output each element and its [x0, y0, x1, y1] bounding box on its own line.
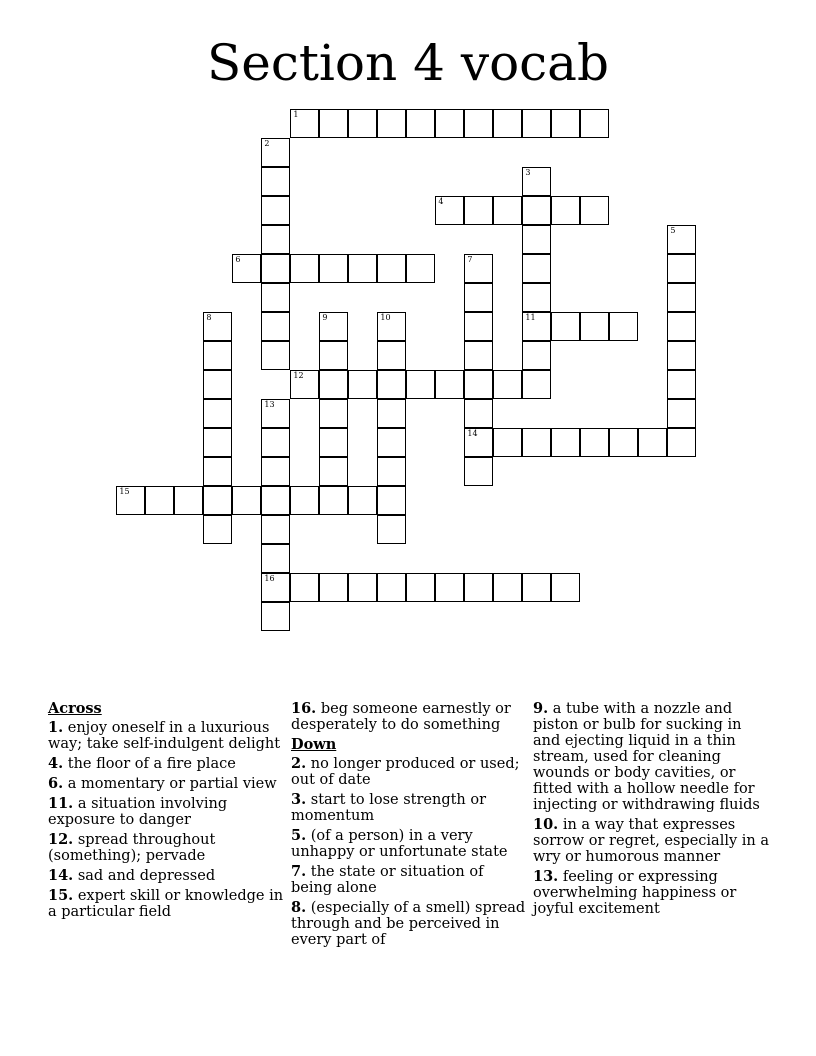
clue-down-13: [533, 869, 769, 917]
grid-cell[interactable]: [261, 341, 290, 370]
clue-number-label: 11: [525, 313, 536, 323]
clue-number: 16.: [291, 700, 317, 717]
clue-number-label: 14: [467, 429, 478, 439]
clue-across-4: [48, 756, 284, 772]
clue-text: expert skill or knowledge in a particular field: [48, 888, 284, 920]
grid-cell[interactable]: [203, 370, 232, 399]
grid-cell[interactable]: [261, 167, 290, 196]
clue-number: 2.: [291, 755, 307, 772]
clue-number: 14.: [48, 867, 74, 884]
clue-number: 10.: [533, 816, 559, 833]
grid-cell[interactable]: [493, 428, 522, 457]
grid-cell[interactable]: [203, 486, 232, 515]
grid-cell[interactable]: [348, 486, 377, 515]
grid-cell[interactable]: [261, 399, 290, 428]
grid-cell[interactable]: [493, 370, 522, 399]
grid-cell[interactable]: [377, 312, 406, 341]
grid-cell[interactable]: [580, 428, 609, 457]
grid-cell[interactable]: [464, 312, 493, 341]
clue-down-8: [291, 900, 527, 948]
grid-cell[interactable]: [261, 457, 290, 486]
clue-number-label: 7: [467, 255, 473, 265]
grid-cell[interactable]: [406, 109, 435, 138]
grid-cell[interactable]: [290, 254, 319, 283]
grid-cell[interactable]: [319, 312, 348, 341]
grid-cell[interactable]: [319, 399, 348, 428]
clue-number-label: 1: [293, 110, 299, 120]
clue-number-label: 3: [525, 168, 531, 178]
grid-cell[interactable]: [551, 312, 580, 341]
grid-cell[interactable]: [348, 573, 377, 602]
clue-down-7: [291, 864, 527, 896]
clue-across-12: [48, 832, 284, 864]
clue-text: feeling or expressing overwhelming happiness or joyful excitement: [533, 869, 737, 917]
clue-number: 9.: [533, 700, 549, 717]
grid-cell[interactable]: [522, 573, 551, 602]
grid-cell[interactable]: [261, 486, 290, 515]
grid-cell[interactable]: [377, 573, 406, 602]
grid-cell[interactable]: [377, 254, 406, 283]
grid-cell[interactable]: [667, 312, 696, 341]
grid-cell[interactable]: [464, 370, 493, 399]
clue-across-16: [291, 701, 527, 733]
grid-cell[interactable]: [290, 109, 319, 138]
grid-cell[interactable]: [667, 428, 696, 457]
grid-cell[interactable]: [522, 196, 551, 225]
grid-cell[interactable]: [377, 370, 406, 399]
grid-cell[interactable]: [551, 428, 580, 457]
grid-cell[interactable]: [580, 312, 609, 341]
grid-cell[interactable]: [435, 370, 464, 399]
grid-cell[interactable]: [377, 399, 406, 428]
grid-cell[interactable]: [203, 428, 232, 457]
grid-cell[interactable]: [348, 370, 377, 399]
down-heading: Down: [291, 736, 337, 753]
across-heading: Across: [48, 700, 102, 717]
clue-text: the state or situation of being alone: [291, 864, 484, 896]
grid-cell[interactable]: [261, 283, 290, 312]
grid-cell[interactable]: [493, 109, 522, 138]
grid-cell[interactable]: [145, 486, 174, 515]
grid-cell[interactable]: [551, 573, 580, 602]
clue-number-label: 9: [322, 313, 328, 323]
clue-across-1: [48, 720, 284, 752]
clue-text: (of a person) in a very unhappy or unfortunate state: [291, 828, 508, 860]
grid-cell[interactable]: [377, 486, 406, 515]
clue-number: 3.: [291, 791, 307, 808]
grid-cell[interactable]: [406, 254, 435, 283]
page-title: Section 4 vocab: [206, 34, 609, 92]
grid-cell[interactable]: [319, 341, 348, 370]
grid-cell[interactable]: [522, 167, 551, 196]
clue-number: 6.: [48, 775, 64, 792]
grid-cell[interactable]: [319, 370, 348, 399]
grid-cell[interactable]: [377, 515, 406, 544]
clue-number: 13.: [533, 868, 559, 885]
grid-cell[interactable]: [667, 254, 696, 283]
grid-cell[interactable]: [319, 457, 348, 486]
clue-number-label: 13: [264, 400, 275, 410]
clue-number-label: 12: [293, 371, 304, 381]
clue-number: 5.: [291, 827, 307, 844]
grid-cell[interactable]: [116, 486, 145, 515]
clue-text: the floor of a fire place: [67, 756, 236, 772]
grid-cell[interactable]: [464, 399, 493, 428]
clue-number-label: 15: [119, 487, 130, 497]
clues-column-3: [533, 701, 769, 921]
grid-cell[interactable]: [493, 573, 522, 602]
grid-cell[interactable]: [464, 341, 493, 370]
clue-down-10: [533, 817, 769, 865]
clue-number-label: 6: [235, 255, 241, 265]
grid-cell[interactable]: [667, 283, 696, 312]
clue-down-3: [291, 792, 527, 824]
grid-cell[interactable]: [667, 370, 696, 399]
grid-cell[interactable]: [464, 283, 493, 312]
grid-cell[interactable]: [377, 428, 406, 457]
clue-text: a momentary or partial view: [67, 776, 277, 792]
clue-text: enjoy oneself in a luxurious way; take self-indulgent delight: [48, 720, 281, 752]
grid-cell[interactable]: [203, 457, 232, 486]
grid-cell[interactable]: [464, 457, 493, 486]
grid-cell[interactable]: [464, 196, 493, 225]
grid-cell[interactable]: [609, 428, 638, 457]
grid-cell[interactable]: [261, 544, 290, 573]
grid-cell[interactable]: [377, 109, 406, 138]
clue-number: 8.: [291, 899, 307, 916]
grid-cell[interactable]: [174, 486, 203, 515]
grid-cell[interactable]: [464, 254, 493, 283]
grid-cell[interactable]: [203, 399, 232, 428]
grid-cell[interactable]: [406, 573, 435, 602]
clue-text: sad and depressed: [77, 868, 216, 884]
grid-cell[interactable]: [667, 399, 696, 428]
grid-cell[interactable]: [638, 428, 667, 457]
clue-down-5: [291, 828, 527, 860]
clue-number-label: 10: [380, 313, 391, 323]
grid-cell[interactable]: [261, 602, 290, 631]
grid-cell[interactable]: [232, 254, 261, 283]
clue-across-11: [48, 796, 284, 828]
clue-number: 12.: [48, 831, 74, 848]
grid-cell[interactable]: [261, 196, 290, 225]
grid-cell[interactable]: [232, 486, 261, 515]
grid-cell[interactable]: [667, 341, 696, 370]
clue-text: in a way that expresses sorrow or regret, especially in a wry or humorous manner: [533, 817, 770, 865]
clue-text: (especially of a smell) spread through and be perceived in every part of: [291, 900, 526, 948]
grid-cell[interactable]: [203, 341, 232, 370]
clue-across-15: [48, 888, 284, 920]
clue-number: 15.: [48, 887, 74, 904]
clue-number-label: 5: [670, 226, 676, 236]
grid-cell[interactable]: [377, 341, 406, 370]
grid-cell[interactable]: [203, 515, 232, 544]
grid-cell[interactable]: [667, 225, 696, 254]
grid-cell[interactable]: [580, 109, 609, 138]
grid-cell[interactable]: [290, 370, 319, 399]
clue-text: a situation involving exposure to danger: [48, 796, 228, 828]
grid-cell[interactable]: [522, 109, 551, 138]
clue-text: a tube with a nozzle and piston or bulb for sucking in and ejecting liquid in a thin stream, used for cleaning wounds or body cavities, or fitted with a hollow needle for injecting or withdrawing fluids: [533, 701, 760, 813]
clue-text: beg someone earnestly or desperately to do something: [291, 701, 511, 733]
grid-cell[interactable]: [377, 457, 406, 486]
grid-cell[interactable]: [261, 515, 290, 544]
grid-cell[interactable]: [464, 428, 493, 457]
grid-cell[interactable]: [290, 486, 319, 515]
clue-number: 4.: [48, 755, 64, 772]
grid-cell[interactable]: [522, 341, 551, 370]
grid-cell[interactable]: [290, 573, 319, 602]
grid-cell[interactable]: [609, 312, 638, 341]
grid-cell[interactable]: [464, 109, 493, 138]
clues-column-2: [291, 701, 527, 952]
clues-column-1: [48, 701, 284, 924]
grid-cell[interactable]: [261, 573, 290, 602]
grid-cell[interactable]: [435, 109, 464, 138]
grid-cell[interactable]: [261, 138, 290, 167]
grid-cell[interactable]: [203, 312, 232, 341]
grid-cell[interactable]: [319, 254, 348, 283]
clue-text: no longer produced or used; out of date: [291, 756, 520, 788]
grid-cell[interactable]: [551, 196, 580, 225]
clue-across-6: [48, 776, 284, 792]
grid-cell[interactable]: [406, 370, 435, 399]
grid-cell[interactable]: [261, 254, 290, 283]
grid-cell[interactable]: [464, 573, 493, 602]
grid-cell[interactable]: [522, 312, 551, 341]
grid-cell[interactable]: [522, 370, 551, 399]
grid-cell[interactable]: [435, 196, 464, 225]
clue-number: 11.: [48, 795, 74, 812]
clue-number-label: 4: [438, 197, 444, 207]
grid-cell[interactable]: [319, 486, 348, 515]
grid-cell[interactable]: [319, 573, 348, 602]
clue-text: start to lose strength or momentum: [291, 792, 487, 824]
grid-cell[interactable]: [319, 109, 348, 138]
grid-cell[interactable]: [493, 196, 522, 225]
clue-number: 7.: [291, 863, 307, 880]
clue-across-14: [48, 868, 284, 884]
grid-cell[interactable]: [261, 428, 290, 457]
clue-down-9: [533, 701, 769, 813]
grid-cell[interactable]: [551, 109, 580, 138]
grid-cell[interactable]: [435, 573, 464, 602]
grid-cell[interactable]: [522, 428, 551, 457]
grid-cell[interactable]: [580, 196, 609, 225]
grid-cell[interactable]: [348, 109, 377, 138]
grid-cell[interactable]: [348, 254, 377, 283]
clue-number-label: 2: [264, 139, 270, 149]
grid-cell[interactable]: [261, 225, 290, 254]
clue-number-label: 16: [264, 574, 275, 584]
grid-cell[interactable]: [522, 254, 551, 283]
grid-cell[interactable]: [261, 312, 290, 341]
clue-number: 1.: [48, 719, 64, 736]
grid-cell[interactable]: [522, 225, 551, 254]
grid-cell[interactable]: [522, 283, 551, 312]
clue-down-2: [291, 756, 527, 788]
grid-cell[interactable]: [319, 428, 348, 457]
clue-number-label: 8: [206, 313, 212, 323]
clue-text: spread throughout (something); pervade: [48, 832, 216, 864]
